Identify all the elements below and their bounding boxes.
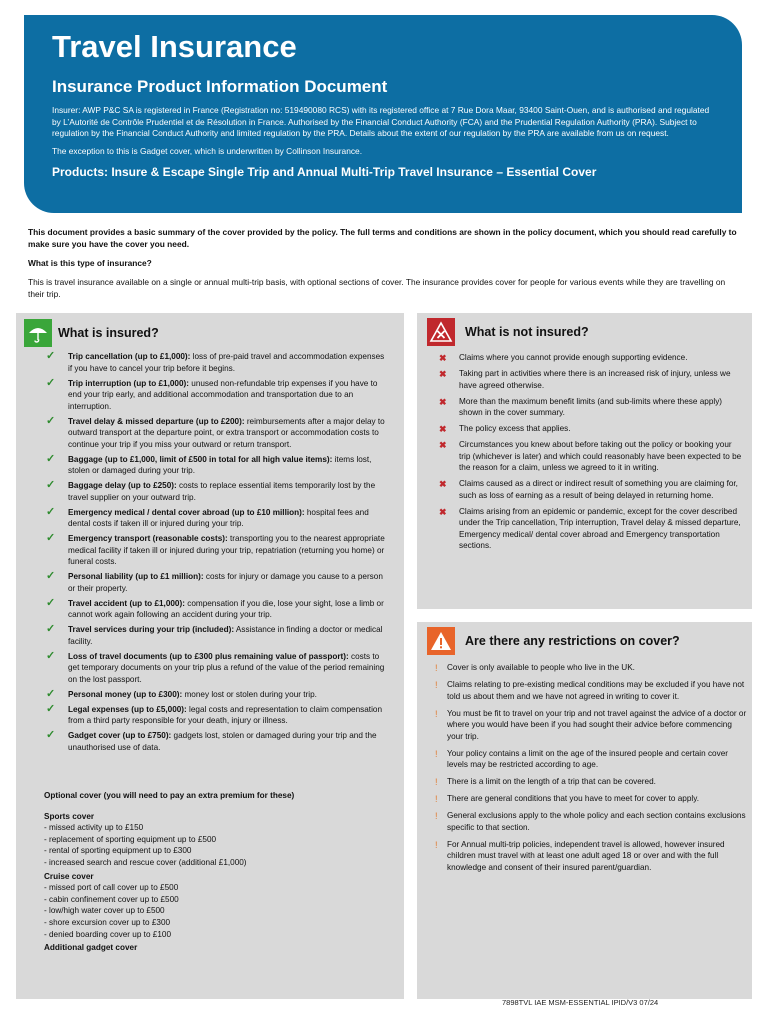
- cruise-list: [44, 882, 384, 940]
- footer-code: 7898TVL IAE MSM-ESSENTIAL IPID/V3 07/24: [502, 998, 659, 1007]
- exclamation-icon: !: [435, 748, 438, 759]
- not-insured-item-text: Taking part in activities where there is an increased risk of injury, unless we have agreed otherwise.: [459, 369, 731, 390]
- check-icon: ✓: [46, 452, 56, 465]
- restrictions-list: [435, 662, 747, 879]
- restriction-item-text: Cover is only available to people who live in the UK.: [447, 663, 635, 672]
- insured-item: [46, 350, 390, 374]
- check-icon: ✓: [46, 570, 56, 582]
- exclamation-icon: !: [435, 839, 438, 850]
- restriction-item: [435, 748, 747, 771]
- restriction-item-text: There are general conditions that you have to meet for cover to apply.: [447, 794, 699, 803]
- check-icon: ✓: [46, 596, 56, 609]
- restriction-item: [435, 810, 747, 833]
- insured-item-heading: Loss of travel documents (up to £300 plus remaining value of passport):: [68, 651, 349, 661]
- exclamation-icon: !: [435, 794, 438, 804]
- cruise-title: Cruise cover: [44, 871, 94, 881]
- insured-item: [46, 376, 390, 413]
- check-icon: ✓: [46, 479, 56, 491]
- products-line: Products: Insure & Escape Single Trip and Annual Multi-Trip Travel Insurance – Essential Cover: [52, 165, 597, 179]
- insured-item-heading: Personal liability (up to £1 million):: [68, 572, 204, 581]
- insured-item: [46, 702, 390, 727]
- optional-cover: [44, 790, 384, 954]
- restriction-item: [435, 679, 747, 702]
- restriction-item-text: For Annual multi-trip policies, independent travel is allowed, however insured children must travel with at least one adult aged 18 or over and with the full knowledge and consent of their insured parent/guardian.: [447, 839, 725, 872]
- not-insured-title: What is not insured?: [465, 325, 589, 339]
- restriction-item: [435, 839, 747, 874]
- cross-icon: ✖: [439, 506, 447, 517]
- cross-icon: ✖: [439, 424, 447, 434]
- not-insured-item-text: Claims arising from an epidemic or pandemic, except for the cover described under the Trip cancellation, Trip interruption, Travel delay & missed departure, Emergency medical/ dental cover abroad and Emergency transportation sections.: [459, 506, 741, 550]
- not-insured-item-text: Circumstances you knew about before taking out the policy or booking your trip (whichever is later) and which could reasonably have been expected to be the reason for a claim, unless we agreed to it in writing.: [459, 440, 742, 472]
- insured-item-heading: Trip cancellation (up to £1,000):: [68, 352, 191, 361]
- insured-item: [46, 414, 390, 451]
- optional-item: - missed activity up to £150: [44, 823, 144, 833]
- not-insured-header: [427, 318, 589, 346]
- not-insured-item: [439, 423, 743, 435]
- insured-item-text: Assistance in finding a doctor or medical facility.: [68, 625, 383, 646]
- insured-item-heading: Baggage delay (up to £250):: [68, 481, 177, 490]
- insured-item-text: costs to get temporary documents on your trip plus a refund of the value of the period remaining on the lost passport.: [68, 651, 385, 684]
- document-title: Travel Insurance: [52, 29, 297, 64]
- restrictions-title: Are there any restrictions on cover?: [465, 634, 680, 648]
- insured-item: [46, 596, 390, 621]
- insured-item-text: gadgets lost, stolen or damaged during your trip and the unauthorised use of data.: [68, 731, 377, 752]
- check-icon: ✓: [46, 414, 56, 427]
- cross-icon: ✖: [439, 479, 447, 489]
- not-insured-item-text: More than the maximum benefit limits (and sub-limits where these apply) shown in the cover summary.: [459, 396, 723, 417]
- optional-item: - low/high water cover up to £500: [44, 906, 165, 916]
- check-icon: ✓: [46, 505, 56, 518]
- not-insured-list: [439, 352, 743, 556]
- check-icon: ✓: [46, 687, 56, 700]
- insured-item-text: reimbursements after a major delay to outward transport at the departure point, or extra transport or accommodation costs to continue your trip if you miss your outward or return transport.: [68, 416, 385, 449]
- warning-exclamation-icon: [427, 627, 455, 655]
- restriction-item-text: There is a limit on the length of a trip that can be covered.: [447, 777, 656, 786]
- insured-item: [46, 729, 390, 753]
- insured-item: [46, 570, 390, 594]
- not-insured-item: [439, 396, 743, 419]
- exclamation-icon: !: [435, 777, 438, 787]
- not-insured-item: [439, 368, 743, 391]
- check-icon: ✓: [46, 376, 56, 389]
- document-subtitle: Insurance Product Information Document: [52, 77, 388, 96]
- cross-icon: ✖: [439, 353, 447, 363]
- gadget-title: Additional gadget cover: [44, 943, 138, 953]
- restriction-item-text: You must be fit to travel on your trip and not travel against the advice of a doctor or where you would have been if you had sought their advice before commencing your trip.: [447, 708, 747, 741]
- optional-item: - cabin confinement cover up to £500: [44, 894, 179, 904]
- insured-title: What is insured?: [58, 326, 159, 340]
- optional-item: - replacement of sporting equipment up to £500: [44, 834, 217, 844]
- insured-item: [46, 452, 390, 477]
- insured-item: [46, 505, 390, 530]
- restrictions-header: [427, 627, 680, 655]
- optional-item: - rental of sporting equipment up to £300: [44, 846, 192, 856]
- insured-item-text: legal costs and representation to claim compensation from a third party responsible for your death, injury or illness.: [68, 704, 383, 725]
- insurer-text: Insurer: AWP P&C SA is registered in France (Registration no: 519490080 RCS) with its registered office at 7 Rue Dora Maar, 93400 Saint-Ouen, and is authorised and regulated by L’Autorité de Contrôle Prudentiel et de Résolution in France. Authorised by the Financial Conduct Authority (FCA) and the Prudential Regulation Authority (PRA). Subject to regulation by the Financial Conduct Authority and limited regulation by the PRA. Details about the extent of our regulation by the PRA are available from us on request.: [52, 105, 710, 138]
- cross-icon: ✖: [439, 440, 447, 450]
- exclamation-icon: !: [435, 811, 438, 821]
- insured-item-text: transporting you to the nearest appropriate medical facility if taken ill or injured during your trip, repatriation (returning you home) or funeral costs.: [68, 534, 385, 566]
- insured-item-heading: Trip interruption (up to £1,000):: [68, 378, 189, 388]
- exclamation-icon: !: [435, 663, 438, 673]
- optional-item: - denied boarding cover up to £100: [44, 929, 171, 939]
- sports-list: [44, 822, 384, 868]
- insured-item-heading: Baggage (up to £1,000, limit of £500 in total for all high value items):: [68, 454, 333, 464]
- not-insured-item: [439, 506, 743, 552]
- check-icon: ✓: [46, 649, 56, 662]
- insured-item-heading: Travel services during your trip (included):: [68, 625, 235, 634]
- check-icon: ✓: [46, 702, 56, 715]
- insured-item-text: items lost, stolen or damaged during your trip.: [68, 454, 372, 475]
- restriction-item: [435, 662, 747, 674]
- cross-icon: ✖: [439, 396, 447, 407]
- restriction-item-text: Claims relating to pre-existing medical conditions may be excluded if you have not told us about them and we have not agreed in writing to cover it.: [447, 680, 745, 701]
- check-icon: ✓: [46, 623, 56, 635]
- insured-item-text: hospital fees and dental costs if taken ill or injured during your trip.: [68, 507, 369, 528]
- optional-item: - increased search and rescue cover (additional £1,000): [44, 857, 247, 867]
- insured-item-heading: Travel delay & missed departure (up to £200):: [68, 416, 245, 426]
- not-insured-item-text: The policy excess that applies.: [459, 424, 571, 433]
- optional-item: - missed port of call cover up to £500: [44, 883, 179, 893]
- restriction-item: [435, 793, 747, 805]
- insured-item-text: loss of pre-paid travel and accommodation expenses if you have to cancel your trip before it begins.: [68, 352, 385, 373]
- insured-item-text: unused non-refundable trip expenses if you have to end your trip early, and additional accommodation and transportation due to an interruption.: [68, 378, 378, 411]
- type-question: What is this type of insurance?: [28, 258, 152, 268]
- umbrella-icon: [24, 319, 52, 347]
- check-icon: ✓: [46, 532, 56, 544]
- insured-item-heading: Emergency transport (reasonable costs):: [68, 534, 228, 543]
- restriction-item-text: Your policy contains a limit on the age of the insured people and certain cover levels may be restricted according to age.: [447, 748, 728, 769]
- insured-list: [46, 350, 390, 757]
- insured-item-heading: Personal money (up to £300):: [68, 689, 183, 699]
- warning-cross-icon: [427, 318, 455, 346]
- intro-section: [28, 226, 740, 307]
- summary-text: This document provides a basic summary of the cover provided by the policy. The full terms and conditions are shown in the policy document, which you should read carefully to make sure you have the cover you need.: [28, 227, 737, 249]
- insured-item-heading: Gadget cover (up to £750):: [68, 731, 172, 740]
- check-icon: ✓: [46, 729, 56, 741]
- insured-item-text: compensation if you die, lose your sight, lose a limb or cannot work again following an accident during your trip.: [68, 598, 384, 619]
- insured-item: [46, 687, 390, 701]
- not-insured-item: [439, 439, 743, 474]
- restrictions-panel: [417, 622, 752, 999]
- insured-item: [46, 532, 390, 568]
- exception-text: The exception to this is Gadget cover, which is underwritten by Collinson Insurance.: [52, 145, 363, 156]
- document-header: [24, 15, 742, 213]
- insured-header: [24, 319, 159, 347]
- not-insured-item: [439, 478, 743, 501]
- insured-item-heading: Legal expenses (up to £5,000):: [68, 704, 187, 714]
- not-insured-panel: [417, 313, 752, 609]
- optional-item: - shore excursion cover up to £300: [44, 917, 171, 927]
- sports-title: Sports cover: [44, 811, 95, 821]
- insured-item-heading: Emergency medical / dental cover abroad (up to £10 million):: [68, 507, 305, 517]
- restriction-item: [435, 708, 747, 743]
- check-icon: ✓: [46, 350, 56, 362]
- insured-item: [46, 479, 390, 503]
- cross-icon: ✖: [439, 369, 447, 379]
- insured-item-text: costs to replace essential items temporarily lost by the travel supplier on your outward trip.: [68, 481, 376, 502]
- exclamation-icon: !: [435, 680, 438, 690]
- not-insured-item-text: Claims caused as a direct or indirect result of something you are claiming for, such as loss of earning as a result of being delayed in returning home.: [459, 479, 738, 500]
- optional-title: Optional cover (you will need to pay an extra premium for these): [44, 791, 295, 800]
- not-insured-item-text: Claims where you cannot provide enough supporting evidence.: [459, 353, 688, 362]
- insured-item-heading: Travel accident (up to £1,000):: [68, 598, 185, 608]
- restriction-item-text: General exclusions apply to the whole policy and each section contains exclusions specific to that section.: [447, 811, 746, 832]
- type-answer: This is travel insurance available on a single or annual multi-trip basis, with optional sections of cover. The insurance provides cover for people for various events while they are travelling on their trip.: [28, 277, 726, 299]
- insured-item-text: money lost or stolen during your trip.: [182, 689, 317, 699]
- exclamation-icon: !: [435, 708, 438, 719]
- insured-item: [46, 623, 390, 647]
- insured-item-text: costs for injury or damage you cause to a person or their property.: [68, 572, 383, 593]
- restriction-item: [435, 776, 747, 788]
- not-insured-item: [439, 352, 743, 364]
- insured-item: [46, 649, 390, 686]
